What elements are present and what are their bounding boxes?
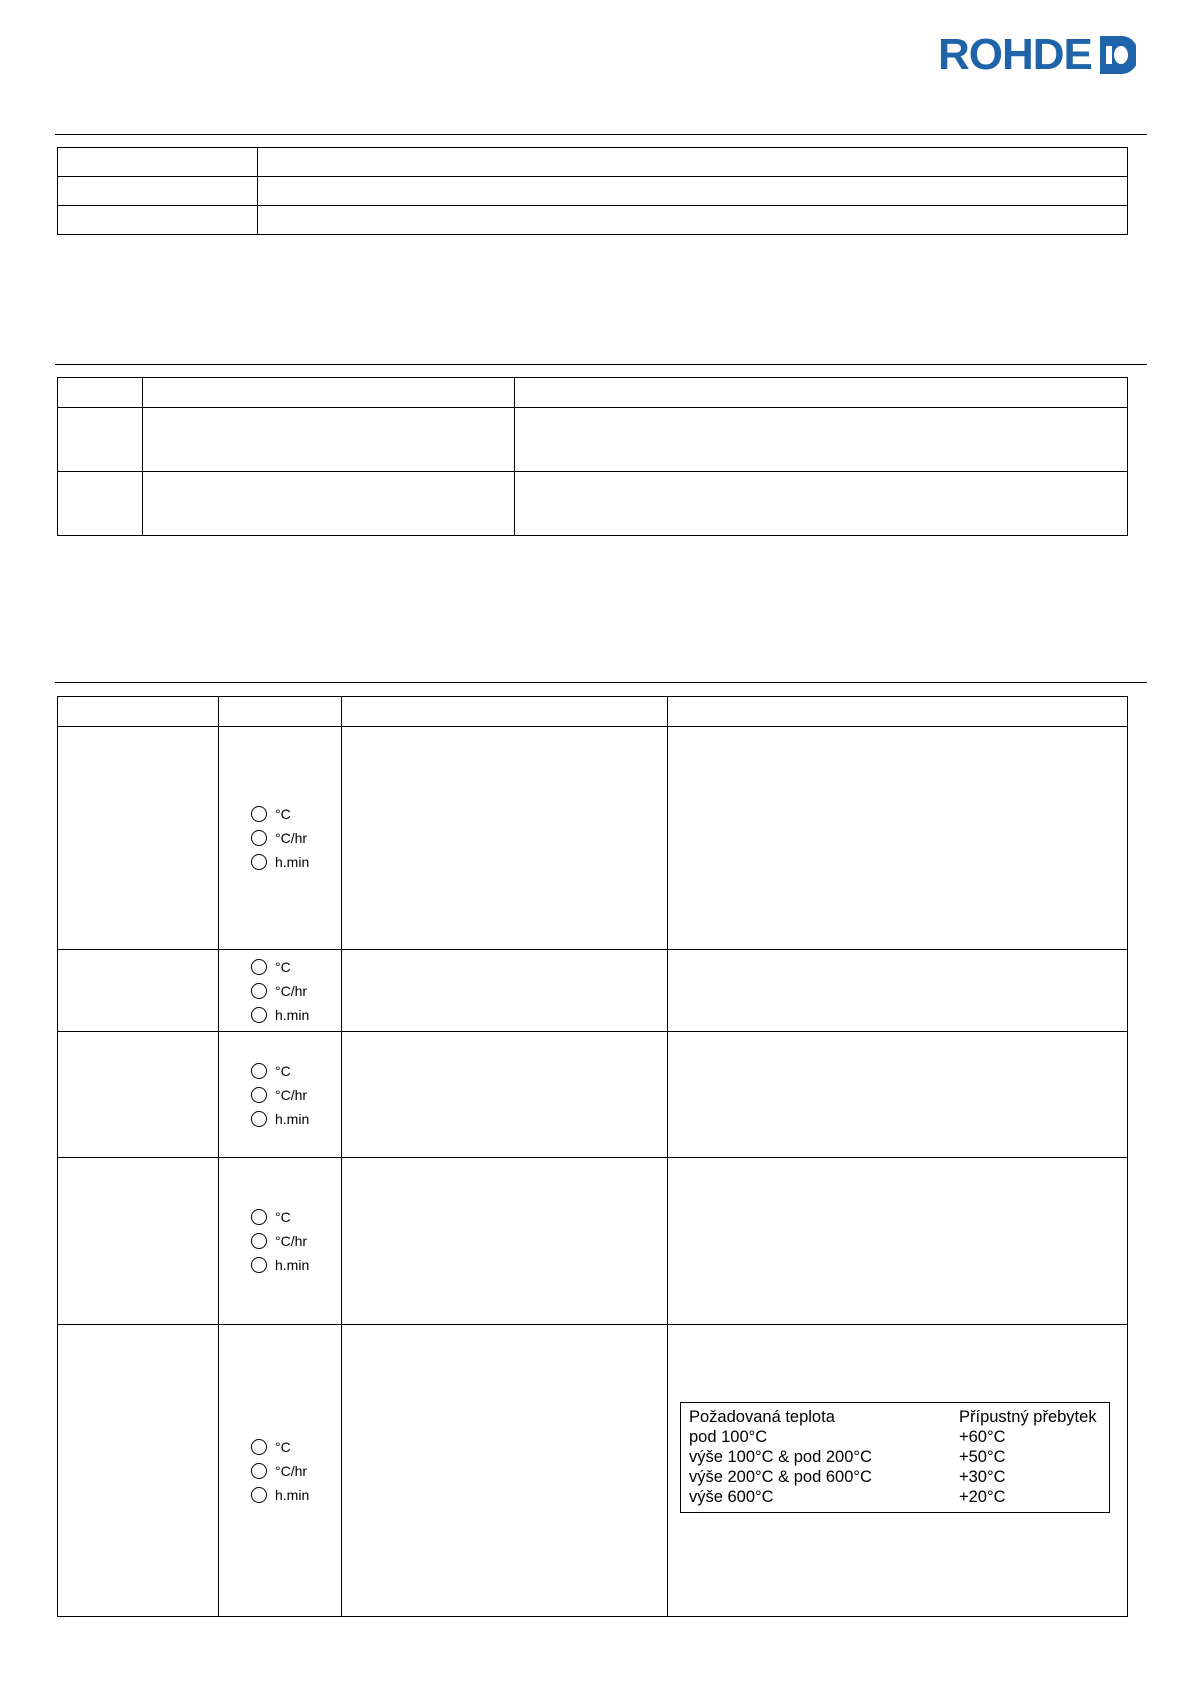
table-cell bbox=[58, 697, 219, 727]
table-cell bbox=[58, 1325, 219, 1617]
table-row bbox=[58, 408, 1128, 472]
table-cell bbox=[342, 697, 668, 727]
radio-button[interactable] bbox=[251, 1257, 267, 1273]
unit-option-time[interactable] bbox=[251, 1003, 341, 1027]
unit-radio-group bbox=[219, 1205, 341, 1277]
radio-button[interactable] bbox=[251, 854, 267, 870]
table-cell bbox=[342, 1032, 668, 1158]
table-cell bbox=[143, 408, 515, 472]
table-cell bbox=[342, 1325, 668, 1617]
unit-option-time[interactable] bbox=[251, 1483, 341, 1507]
table-row bbox=[58, 148, 1128, 177]
table-cell bbox=[58, 727, 219, 950]
unit-option-time[interactable] bbox=[251, 850, 341, 874]
unit-option-celsius[interactable] bbox=[251, 1205, 341, 1229]
unit-label: h.min bbox=[275, 854, 310, 870]
table-cell bbox=[219, 697, 342, 727]
radio-button[interactable] bbox=[251, 830, 267, 846]
rohde-logo bbox=[938, 30, 1136, 80]
unit-radio-group bbox=[219, 802, 341, 874]
table-cell bbox=[58, 950, 219, 1032]
unit-label: °C/hr bbox=[275, 982, 308, 999]
unit-label: °C/hr bbox=[275, 830, 308, 846]
table-row bbox=[58, 697, 1128, 727]
unit-label: °C/hr bbox=[275, 1086, 308, 1103]
table-cell bbox=[668, 727, 1128, 950]
table-cell bbox=[668, 950, 1128, 1032]
unit-option-celsius[interactable] bbox=[251, 802, 341, 826]
overshoot-tolerance-box bbox=[680, 1402, 1110, 1513]
table-row bbox=[58, 727, 1128, 950]
table-cell bbox=[58, 378, 143, 408]
table-row bbox=[58, 378, 1128, 408]
table-cell bbox=[58, 1158, 219, 1325]
radio-button[interactable] bbox=[251, 1007, 267, 1023]
section-rule-2 bbox=[55, 364, 1147, 365]
unit-option-time[interactable] bbox=[251, 1107, 341, 1131]
table-row bbox=[58, 177, 1128, 206]
unit-label: h.min bbox=[275, 1486, 310, 1503]
overshoot-cell: +60°C bbox=[959, 1428, 1006, 1446]
unit-options-cell bbox=[219, 1325, 342, 1617]
table-row bbox=[58, 1158, 1128, 1325]
rohde-mark-icon bbox=[1096, 34, 1136, 76]
table-cell bbox=[58, 177, 258, 206]
unit-label: °C/hr bbox=[275, 1233, 308, 1249]
radio-button[interactable] bbox=[251, 1487, 267, 1503]
info-table bbox=[57, 147, 1128, 235]
unit-option-rate[interactable] bbox=[251, 979, 341, 1003]
table-cell bbox=[668, 697, 1128, 727]
unit-options-cell bbox=[219, 1032, 342, 1158]
range-cell: výše 600°C bbox=[689, 1488, 774, 1506]
table-cell bbox=[342, 727, 668, 950]
unit-option-rate[interactable] bbox=[251, 1229, 341, 1253]
table-cell bbox=[58, 148, 258, 177]
unit-label: °C/hr bbox=[275, 1462, 308, 1479]
unit-option-celsius[interactable] bbox=[251, 1435, 341, 1459]
overshoot-cell: +30°C bbox=[959, 1468, 1006, 1486]
table-cell bbox=[258, 148, 1128, 177]
overshoot-cell: +20°C bbox=[959, 1488, 1006, 1506]
table-cell bbox=[515, 472, 1128, 536]
unit-radio-group bbox=[219, 1435, 341, 1507]
radio-button[interactable] bbox=[251, 983, 267, 999]
table-cell bbox=[668, 1158, 1128, 1325]
unit-option-celsius[interactable] bbox=[251, 1059, 341, 1083]
radio-button[interactable] bbox=[251, 1209, 267, 1225]
section-rule-1 bbox=[55, 134, 1147, 135]
radio-button[interactable] bbox=[251, 959, 267, 975]
unit-radio-group bbox=[219, 1059, 341, 1131]
overshoot-cell: +50°C bbox=[959, 1448, 1006, 1466]
unit-options-cell bbox=[219, 727, 342, 950]
unit-label: h.min bbox=[275, 1110, 310, 1127]
tolerance-row bbox=[689, 1447, 1101, 1467]
table-cell bbox=[342, 950, 668, 1032]
table-cell bbox=[143, 378, 515, 408]
unit-label: h.min bbox=[275, 1257, 310, 1273]
range-cell: výše 200°C & pod 600°C bbox=[689, 1468, 872, 1486]
table-cell bbox=[58, 472, 143, 536]
table-cell bbox=[515, 378, 1128, 408]
unit-label: °C bbox=[275, 1209, 291, 1225]
table-cell bbox=[58, 1032, 219, 1158]
unit-label: h.min bbox=[275, 1006, 310, 1023]
unit-option-time[interactable] bbox=[251, 1253, 341, 1277]
table-cell bbox=[258, 206, 1128, 235]
table-row bbox=[58, 950, 1128, 1032]
target-temperature-header: Požadovaná teplota bbox=[689, 1408, 835, 1426]
table-row bbox=[58, 206, 1128, 235]
table-cell bbox=[143, 472, 515, 536]
logo-wordmark: ROHDE bbox=[938, 30, 1092, 79]
unit-option-celsius[interactable] bbox=[251, 955, 341, 979]
tolerance-row bbox=[689, 1467, 1101, 1487]
table-cell bbox=[342, 1158, 668, 1325]
radio-button[interactable] bbox=[251, 1111, 267, 1127]
table-cell bbox=[58, 206, 258, 235]
unit-option-rate[interactable] bbox=[251, 1459, 341, 1483]
table-row bbox=[58, 1032, 1128, 1158]
section-rule-3 bbox=[55, 682, 1147, 683]
unit-option-rate[interactable] bbox=[251, 1083, 341, 1107]
unit-label: °C bbox=[275, 806, 291, 822]
event-table bbox=[57, 377, 1128, 536]
unit-options-cell bbox=[219, 1158, 342, 1325]
table-cell bbox=[668, 1032, 1128, 1158]
unit-label: °C bbox=[275, 958, 291, 975]
table-cell bbox=[515, 408, 1128, 472]
radio-button[interactable] bbox=[251, 1233, 267, 1249]
unit-label: °C bbox=[275, 1062, 291, 1079]
unit-radio-group bbox=[219, 955, 341, 1027]
range-cell: výše 100°C & pod 200°C bbox=[689, 1448, 872, 1466]
tolerance-header bbox=[689, 1407, 1101, 1427]
radio-button[interactable] bbox=[251, 1063, 267, 1079]
tolerance-row bbox=[689, 1487, 1101, 1507]
tolerance-row bbox=[689, 1427, 1101, 1447]
table-cell bbox=[58, 408, 143, 472]
unit-option-rate[interactable] bbox=[251, 826, 341, 850]
table-row bbox=[58, 472, 1128, 536]
radio-button[interactable] bbox=[251, 806, 267, 822]
range-cell: pod 100°C bbox=[689, 1428, 768, 1446]
table-cell bbox=[258, 177, 1128, 206]
unit-options-cell bbox=[219, 950, 342, 1032]
allowed-overshoot-header: Přípustný přebytek bbox=[959, 1408, 1097, 1426]
unit-label: °C bbox=[275, 1438, 291, 1455]
radio-button[interactable] bbox=[251, 1087, 267, 1103]
radio-button[interactable] bbox=[251, 1439, 267, 1455]
radio-button[interactable] bbox=[251, 1463, 267, 1479]
